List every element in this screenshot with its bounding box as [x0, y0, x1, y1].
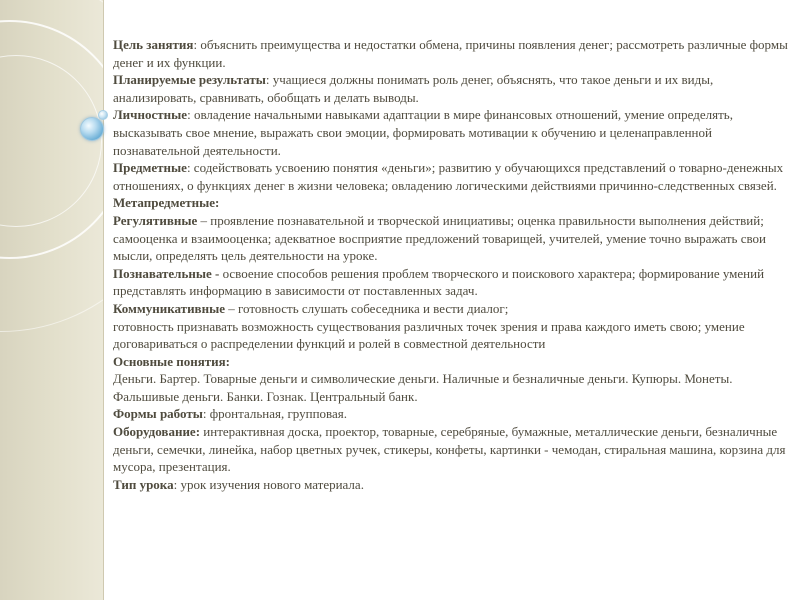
cognitive-paragraph	[113, 265, 793, 300]
lesson-plan-text	[113, 36, 793, 493]
regulatory-paragraph	[113, 212, 793, 265]
regulatory-text: – проявление познавательной и творческой инициативы; оценка правильности выполнения действий; самооценка и взаимооценка; адекватное восприятие предложений товарищей, учителей, умение точно выражать свои мысли, определять цель деятельности на уроке.	[113, 212, 767, 264]
communicative-continued: готовность признавать возможность существования различных точек зрения и права каждого иметь свою; умение договариваться о распределении функций и ролей в совместной деятельности	[113, 318, 745, 352]
equipment-text: интерактивная доска, проектор, товарные, серебряные, бумажные, металлические деньги, безналичные деньги, семечки, линейка, набор цветных ручек, стикеры, конфеты, картинки - чемодан, стиральная машина, корзина для мусора, презентация.	[113, 424, 786, 475]
decorative-small-bubble-icon	[98, 110, 108, 120]
results-paragraph	[113, 71, 793, 106]
lesson-type-text: : урок изучения нового материала.	[173, 476, 364, 492]
subject-paragraph	[113, 159, 793, 194]
lesson-type-paragraph	[113, 476, 793, 494]
cognitive-text: освоение способов решения проблем творческого и поискового характера; формирование умений представлять информацию в зависимости от поставленных задач.	[113, 265, 765, 299]
personal-text: : овладение начальными навыками адаптации в мире финансовых отношений, умение определять, высказывать свое мнение, выражать свои эмоции, формировать мотивации к обучению и целенаправленной познавательной деятельности.	[113, 107, 733, 158]
subject-label: Предметные	[113, 160, 187, 176]
subject-text: : содействовать усвоению понятия «деньги»; развитию у обучающихся представлений о товарно-денежных отношениях, о функциях денег в жизни человека; овладению логическими действиями причинно-следственных связей.	[113, 160, 784, 193]
results-label: Планируемые результаты	[113, 72, 266, 88]
cognitive-label: Познавательные -	[113, 265, 220, 281]
decorative-bubble-icon	[80, 117, 104, 141]
decorative-side-panel	[0, 0, 103, 600]
communicative-paragraph	[113, 300, 793, 318]
goal-label: Цель занятия	[113, 37, 194, 52]
goal-paragraph	[113, 36, 793, 71]
work-forms-label: Формы работы	[113, 406, 203, 422]
concepts-label: Основные понятия:	[113, 353, 230, 369]
personal-paragraph	[113, 106, 793, 159]
meta-label: Метапредметные:	[113, 195, 220, 211]
meta-paragraph	[113, 194, 793, 212]
communicative-text: – готовность слушать собеседника и вести диалог;	[225, 300, 509, 316]
personal-label: Личностные	[113, 107, 188, 123]
equipment-paragraph	[113, 423, 793, 476]
goal-text: : объяснить преимущества и недостатки обмена, причины появления денег; рассмотреть различные формы денег и их функции.	[113, 37, 788, 70]
concepts-text: Деньги. Бартер. Товарные деньги и символические деньги. Наличные и безналичные деньги. Купюры. Монеты. Фальшивые деньги. Банки. Гознак. Центральный банк.	[113, 371, 733, 404]
concepts-heading	[113, 353, 793, 371]
equipment-label: Оборудование:	[113, 424, 201, 440]
lesson-type-label: Тип урока	[113, 476, 174, 492]
regulatory-label: Регулятивные	[113, 212, 198, 228]
work-forms-paragraph	[113, 405, 793, 423]
panel-divider	[103, 0, 104, 600]
work-forms-text: : фронтальная, групповая.	[202, 406, 348, 422]
communicative-label: Коммуникативные	[113, 300, 225, 316]
results-text: : учащиеся должны понимать роль денег, объяснять, что такое деньги и их виды, анализировать, сравнивать, обобщать и делать выводы.	[113, 72, 714, 105]
